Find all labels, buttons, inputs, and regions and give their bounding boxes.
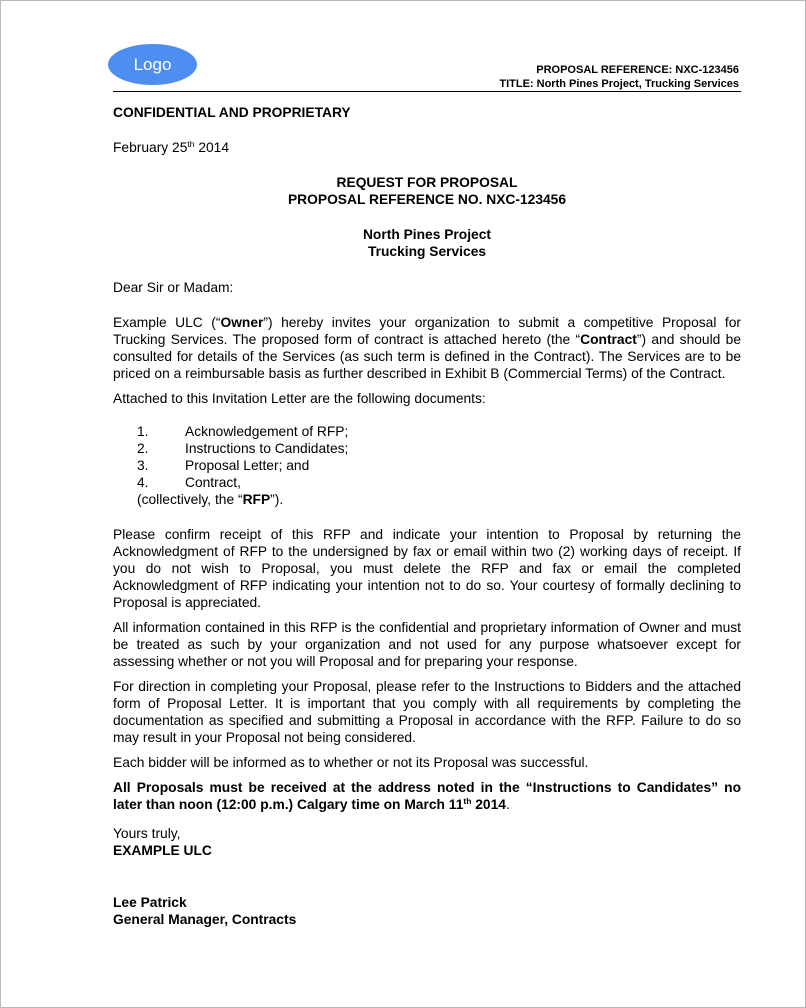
- list-item: 4. Contract,: [137, 475, 241, 490]
- paragraph-direction: For direction in completing your Proposal, please refer to the Instructions to Bidders and the attached form of Proposal Letter. It is important that you comply with all requirements by completing the documentation as specified and submitting a Proposal in accordance with the RFP. Failure to do so may result in your Proposal not being considered.: [113, 679, 741, 745]
- document-header: [499, 63, 739, 91]
- list-item: 3. Proposal Letter; and: [137, 458, 310, 473]
- list-item: 1. Acknowledgement of RFP;: [137, 424, 349, 439]
- rfp-reference: PROPOSAL REFERENCE NO. NXC-123456: [287, 192, 567, 207]
- rfp-heading: REQUEST FOR PROPOSAL: [336, 175, 518, 190]
- paragraph-confirm-receipt: Please confirm receipt of this RFP and indicate your intention to Proposal by returning the Acknowledgment of RFP to the undersigned by fax or email within two (2) working days of receipt. If you do not wish to Proposal, you must delete the RFP and fax or email the completed Acknowledgment of RFP indicating your intention not to do so. Your courtesy of formally declining to Proposal is appreciated.: [113, 527, 741, 610]
- document-list: [137, 423, 741, 508]
- header-divider: [113, 91, 741, 92]
- letter-body: [113, 104, 741, 928]
- salutation: Dear Sir or Madam:: [113, 280, 234, 295]
- letter-date: February 25th 2014: [113, 139, 230, 155]
- list-item: 2. Instructions to Candidates;: [137, 441, 349, 456]
- paragraph-confidentiality: All information contained in this RFP is the confidential and proprietary information of Owner and must be treated as such by your organization and not used for any purpose whatsoever except for assessing whether or not you will Proposal and for preparing your response.: [113, 620, 741, 669]
- project-name: North Pines Project: [362, 227, 492, 242]
- header-title: TITLE: North Pines Project, Trucking Services: [499, 78, 739, 90]
- signer-name: Lee Patrick: [113, 895, 187, 910]
- paragraph-attachments: Attached to this Invitation Letter are the following documents:: [113, 391, 486, 406]
- confidential-label: CONFIDENTIAL AND PROPRIETARY: [113, 105, 351, 120]
- closing: Yours truly,: [113, 826, 181, 841]
- header-reference: PROPOSAL REFERENCE: NXC-123456: [536, 64, 739, 76]
- logo: Logo: [108, 44, 197, 85]
- company-name: EXAMPLE ULC: [113, 843, 212, 858]
- paragraph-invitation: Example ULC (“Owner”) hereby invites your organization to submit a competitive Proposal for Trucking Services. The proposed form of contract is attached hereto (the “Contract”) and should be consulted for details of the Services (as such term is defined in the Contract). The Services are to be priced on a reimbursable basis as further described in Exhibit B (Commercial Terms) of the Contract.: [113, 315, 741, 381]
- project-service: Trucking Services: [367, 244, 487, 259]
- paragraph-deadline: All Proposals must be received at the address noted in the “Instructions to Candidates” no later than noon (12:00 p.m.) Calgary time on March 11th 2014.: [113, 780, 741, 812]
- paragraph-notification: Each bidder will be informed as to whether or not its Proposal was successful.: [113, 755, 589, 770]
- list-collective-note: (collectively, the “RFP”).: [137, 492, 284, 507]
- signer-title: General Manager, Contracts: [113, 912, 297, 927]
